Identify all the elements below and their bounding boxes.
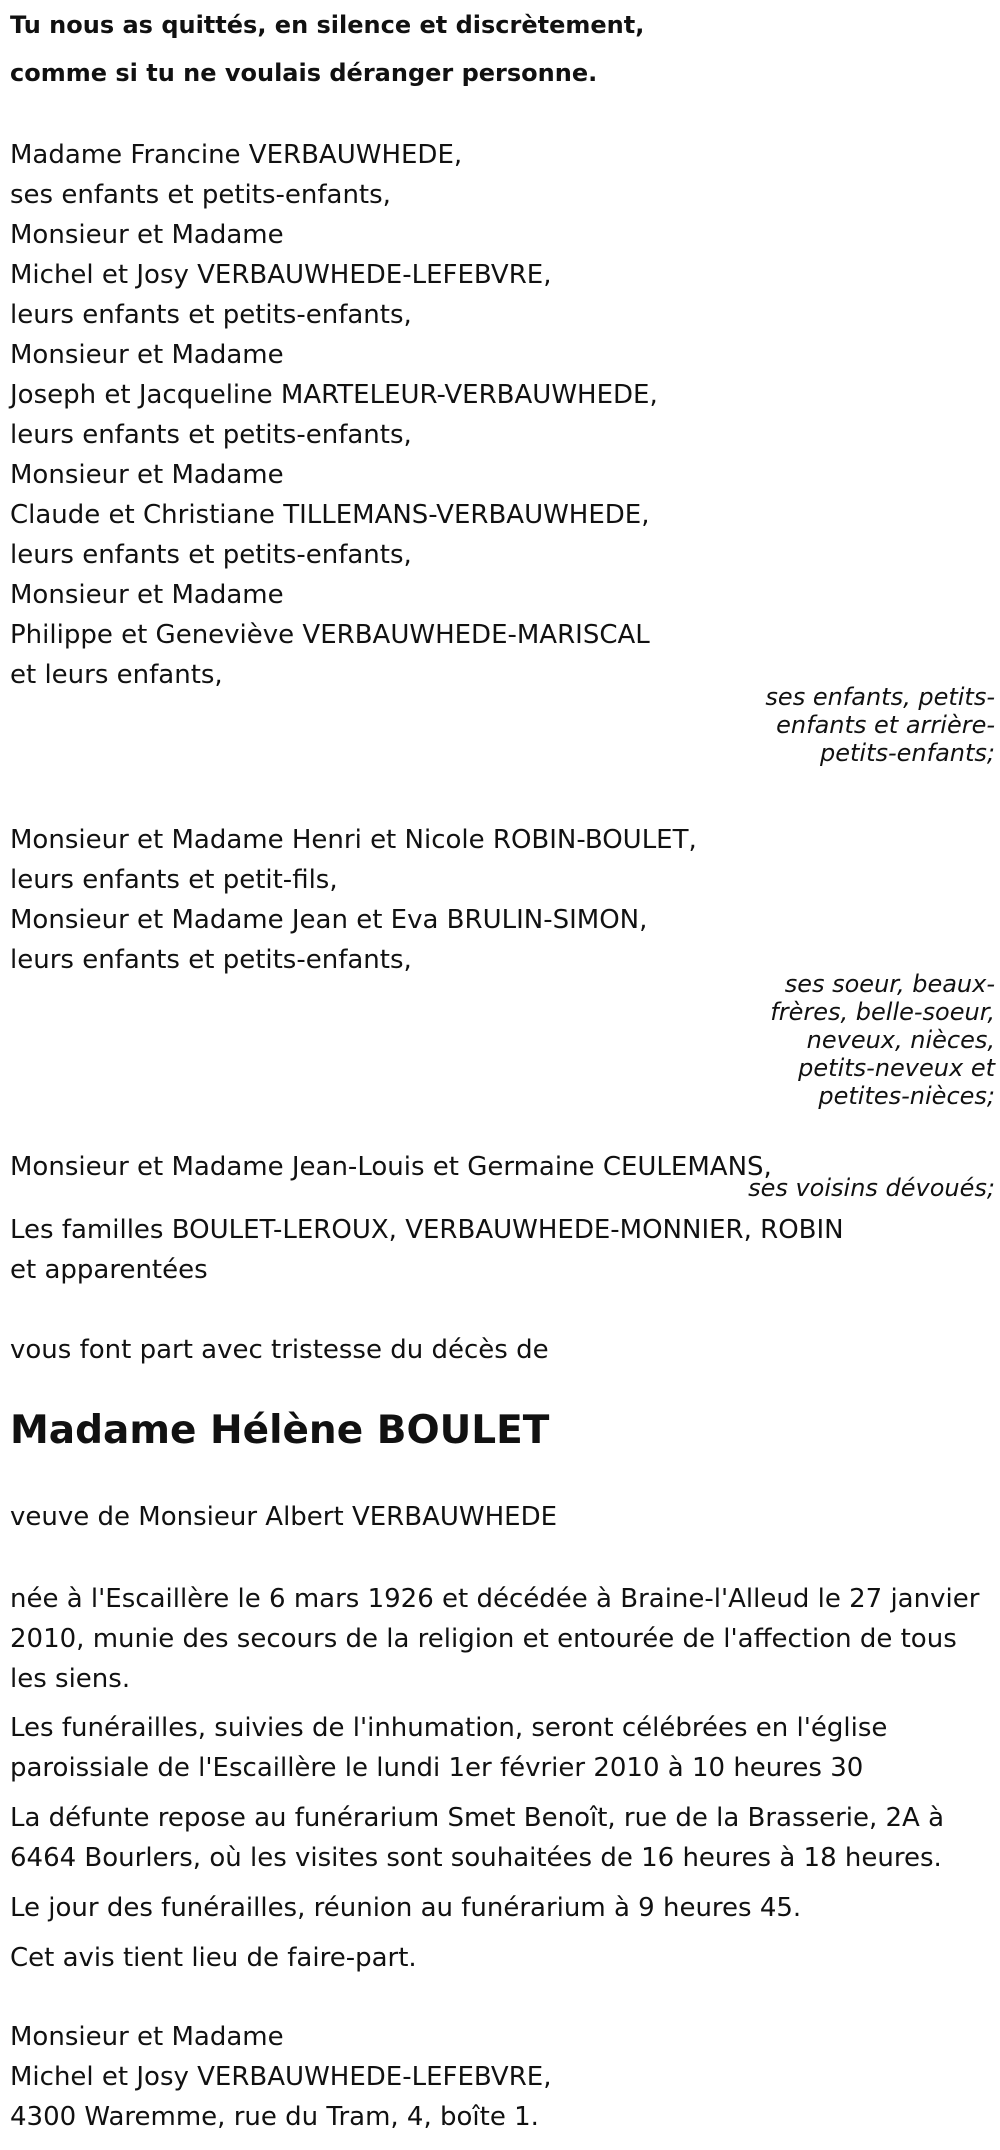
meeting-paragraph: Le jour des funérailles, réunion au funérarium à 9 heures 45. xyxy=(10,1893,802,1923)
intro-line-1: Tu nous as quittés, en silence et discrètement, xyxy=(10,11,645,39)
sibling-line: Monsieur et Madame Henri et Nicole ROBIN-BOULET, xyxy=(10,825,697,855)
family-line: Joseph et Jacqueline MARTELEUR-VERBAUWHEDE, xyxy=(10,380,658,410)
birth-death-paragraph: née à l'Escaillère le 6 mars 1926 et décédée à Braine-l'Alleud le 27 janvier 2010, munie des secours de la religion et entourée de l'affection de tous les siens. xyxy=(10,1584,980,1694)
sibling-line: Monsieur et Madame Jean et Eva BRULIN-SIMON, xyxy=(10,905,648,935)
family-line: ses enfants et petits-enfants, xyxy=(10,180,391,210)
family-line: leurs enfants et petits-enfants, xyxy=(10,420,412,450)
announcement: vous font part avec tristesse du décès de xyxy=(10,1335,549,1365)
repose-paragraph: La défunte repose au funérarium Smet Benoît, rue de la Brasserie, 2A à 6464 Bourlers, où les visites sont souhaitées de 16 heures à 18 heures. xyxy=(10,1803,945,1873)
family-line: Monsieur et Madame xyxy=(10,220,284,250)
family-line: Philippe et Geneviève VERBAUWHEDE-MARISCAL xyxy=(10,620,650,650)
relation-neighbors: ses voisins dévoués; xyxy=(748,1174,995,1202)
funeral-paragraph: Les funérailles, suivies de l'inhumation, seront célébrées en l'église paroissiale de l'Escaillère le lundi 1er février 2010 à 10 heures 30 xyxy=(10,1713,888,1783)
family-line: leurs enfants et petits-enfants, xyxy=(10,540,412,570)
sibling-line: leurs enfants et petits-enfants, xyxy=(10,945,412,975)
relation-children: ses enfants, petits-enfants et arrière-petits-enfants; xyxy=(765,683,995,767)
sibling-line: leurs enfants et petit-fils, xyxy=(10,865,338,895)
family-line: Claude et Christiane TILLEMANS-VERBAUWHEDE, xyxy=(10,500,650,530)
notice-paragraph: Cet avis tient lieu de faire-part. xyxy=(10,1943,417,1973)
families-line: Les familles BOULET-LEROUX, VERBAUWHEDE-MONNIER, ROBIN xyxy=(10,1215,844,1245)
relation-siblings: ses soeur, beaux-frères, belle-soeur, neveux, nièces, petits-neveux et petites-nièces; xyxy=(770,970,995,1110)
family-line: leurs enfants et petits-enfants, xyxy=(10,300,412,330)
family-line: Monsieur et Madame xyxy=(10,460,284,490)
neighbors-line: Monsieur et Madame Jean-Louis et Germaine CEULEMANS, xyxy=(10,1152,772,1182)
family-line: Monsieur et Madame xyxy=(10,580,284,610)
family-line: et leurs enfants, xyxy=(10,660,223,690)
families-line: et apparentées xyxy=(10,1255,208,1285)
family-line: Michel et Josy VERBAUWHEDE-LEFEBVRE, xyxy=(10,260,552,290)
deceased-name: Madame Hélène BOULET xyxy=(10,1408,550,1453)
contact-line: Monsieur et Madame xyxy=(10,2022,284,2052)
contact-line: 4300 Waremme, rue du Tram, 4, boîte 1. xyxy=(10,2102,539,2132)
intro-line-2: comme si tu ne voulais déranger personne. xyxy=(10,59,598,87)
family-line: Madame Francine VERBAUWHEDE, xyxy=(10,140,463,170)
contact-line: Michel et Josy VERBAUWHEDE-LEFEBVRE, xyxy=(10,2062,552,2092)
widow-line: veuve de Monsieur Albert VERBAUWHEDE xyxy=(10,1502,558,1532)
family-line: Monsieur et Madame xyxy=(10,340,284,370)
